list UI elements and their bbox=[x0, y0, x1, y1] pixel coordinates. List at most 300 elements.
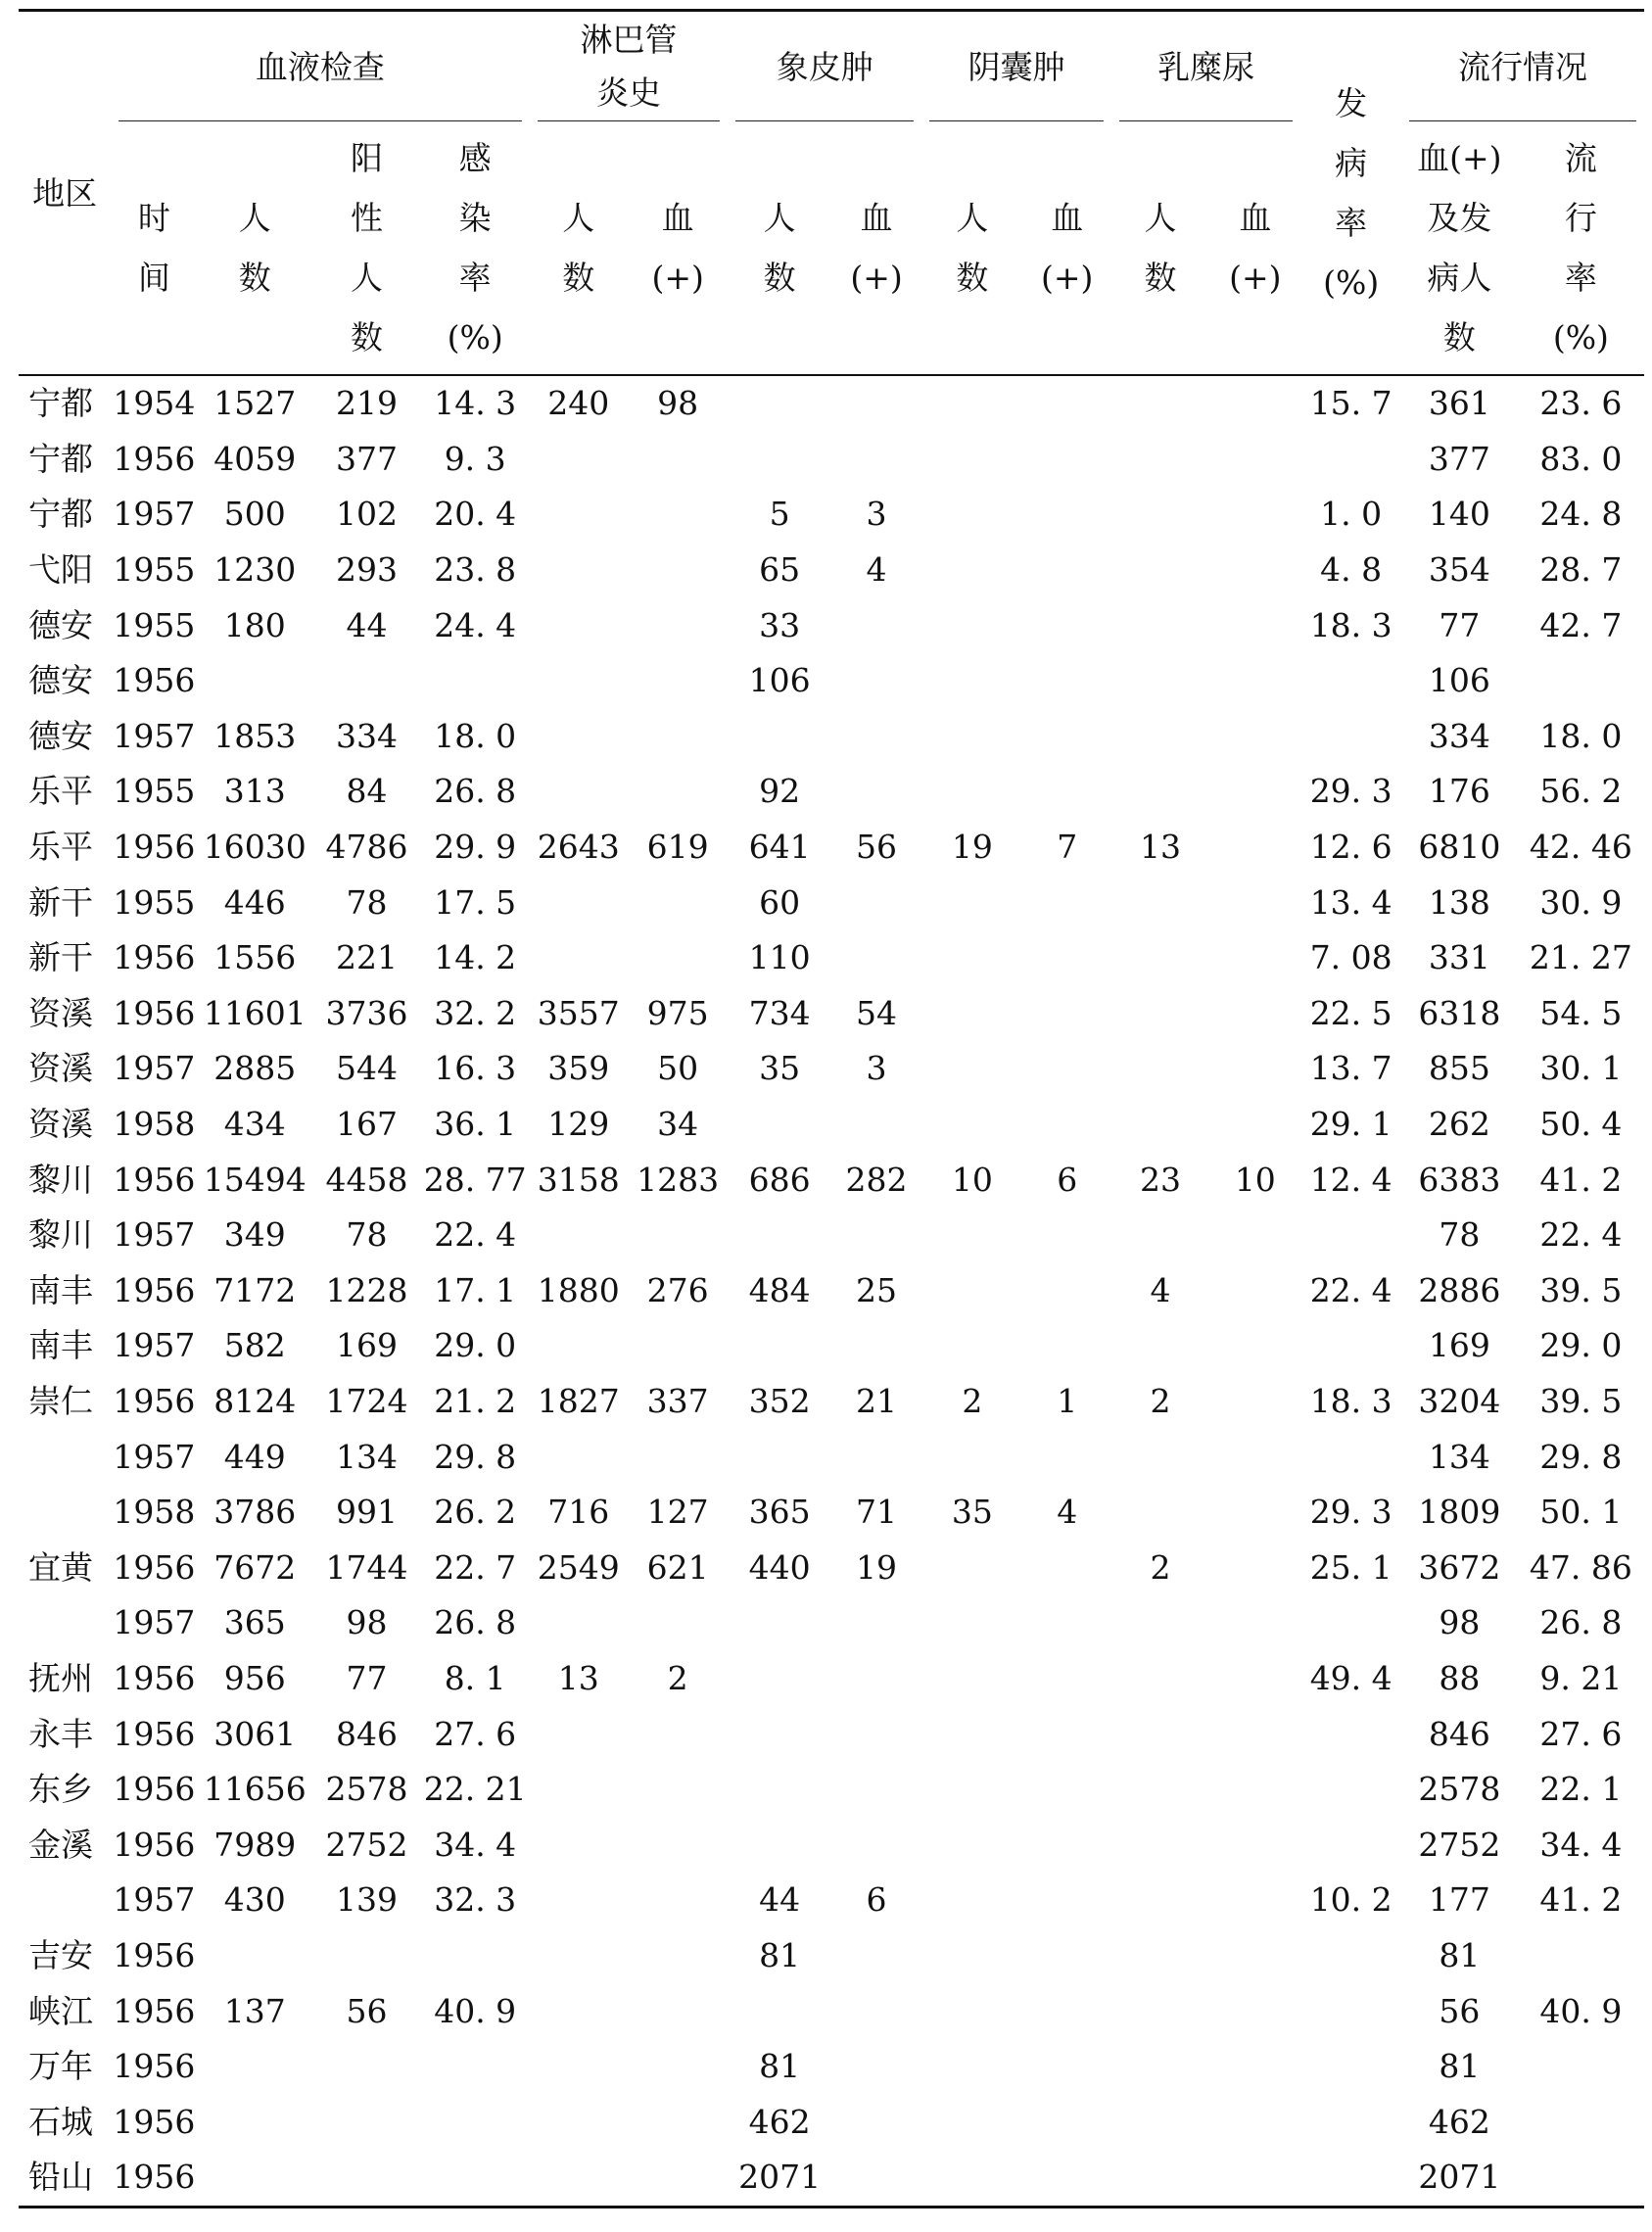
cell-positive: 134 bbox=[336, 1437, 399, 1476]
cell-persons: 137 bbox=[223, 1991, 286, 2030]
cell-lym-count: 13 bbox=[557, 1658, 599, 1697]
cell-scr-blood: 4 bbox=[1057, 1493, 1078, 1532]
cell-chy-count bbox=[1111, 543, 1209, 598]
cell-year: 1957 bbox=[113, 1437, 196, 1476]
cell-cases: 262 bbox=[1428, 1105, 1490, 1144]
cell-prevalence-rate: 54. 5 bbox=[1539, 993, 1623, 1032]
cell-persons bbox=[197, 2039, 312, 2095]
cell-prevalence-rate: 28. 7 bbox=[1539, 550, 1623, 590]
cell-cases: 78 bbox=[1439, 1215, 1481, 1255]
cell-ele-count bbox=[728, 432, 831, 488]
cell-scr-blood bbox=[1023, 1983, 1111, 2039]
cell-persons: 430 bbox=[223, 1880, 286, 1920]
cell-lym-count: 2643 bbox=[537, 828, 620, 867]
table-row bbox=[19, 653, 1644, 709]
cell-chy-blood bbox=[1209, 875, 1300, 930]
cell-prevalence-rate: 26. 8 bbox=[1539, 1603, 1623, 1642]
cell-lym-count bbox=[530, 1208, 628, 1263]
cell-region: 峡江 bbox=[28, 1991, 93, 2030]
cell-ele-count: 33 bbox=[759, 605, 801, 644]
cell-chy-count bbox=[1111, 1429, 1209, 1485]
cell-ele-count: 81 bbox=[759, 1935, 801, 1974]
cell-region: 南丰 bbox=[28, 1270, 93, 1309]
cell-scr-count bbox=[921, 375, 1022, 432]
cell-positive: 846 bbox=[336, 1714, 399, 1753]
cell-cases: 88 bbox=[1439, 1658, 1481, 1697]
cell-region bbox=[19, 1429, 111, 1485]
cell-year: 1956 bbox=[113, 1825, 196, 1864]
cell-ele-count bbox=[728, 1762, 831, 1818]
cell-scr-count: 2 bbox=[962, 1381, 983, 1420]
cell-infection-rate: 26. 8 bbox=[434, 1603, 517, 1642]
cell-infection-rate bbox=[421, 653, 530, 709]
cell-persons: 349 bbox=[223, 1215, 286, 1255]
cell-scr-blood bbox=[1023, 1595, 1111, 1651]
cell-scr-blood bbox=[1023, 2039, 1111, 2095]
cell-year: 1956 bbox=[111, 2150, 197, 2207]
cell-cases: 462 bbox=[1428, 2102, 1490, 2141]
table-row bbox=[19, 1097, 1644, 1153]
cell-lym-count bbox=[530, 1706, 628, 1762]
cell-ele-count: 2071 bbox=[728, 2150, 831, 2207]
cell-scr-count bbox=[921, 1318, 1022, 1374]
cell-prevalence-rate: 39. 5 bbox=[1539, 1270, 1623, 1309]
header-chyluria: 乳糜尿 bbox=[1111, 11, 1301, 122]
cell-chy-blood bbox=[1209, 1651, 1300, 1707]
cell-lym-blood bbox=[628, 1318, 728, 1374]
cell-lym-count: 716 bbox=[547, 1493, 610, 1532]
cell-scr-count bbox=[921, 2150, 1022, 2207]
cell-prevalence-rate: 40. 9 bbox=[1539, 1991, 1623, 2030]
cell-scr-count bbox=[921, 1595, 1022, 1651]
cell-prevalence-rate: 21. 27 bbox=[1529, 938, 1632, 977]
cell-incidence: 15. 7 bbox=[1309, 384, 1392, 423]
cell-scr-count bbox=[921, 1429, 1022, 1485]
cell-chy-count bbox=[1111, 1208, 1209, 1263]
cell-lym-blood: 50 bbox=[657, 1049, 699, 1088]
cell-incidence: 29. 1 bbox=[1309, 1105, 1392, 1144]
cell-chy-blood bbox=[1209, 709, 1300, 765]
cell-chy-blood bbox=[1209, 432, 1300, 488]
cell-positive: 293 bbox=[336, 550, 399, 590]
cell-chy-blood bbox=[1209, 375, 1300, 432]
cell-scr-blood bbox=[1023, 432, 1111, 488]
cell-ele-blood: 54 bbox=[856, 993, 898, 1032]
header-incidence-text: 发 病 率 (%) bbox=[1323, 84, 1380, 302]
cell-chy-count bbox=[1111, 1762, 1209, 1818]
cell-incidence: 18. 3 bbox=[1309, 1381, 1392, 1420]
cell-region: 石城 bbox=[28, 2102, 93, 2141]
cell-ele-count: 734 bbox=[748, 993, 811, 1032]
cell-persons bbox=[197, 2150, 312, 2207]
cell-chy-blood bbox=[1209, 1928, 1300, 1984]
cell-ele-blood bbox=[831, 930, 921, 986]
cell-chy-blood bbox=[1209, 2094, 1300, 2150]
cell-incidence: 13. 7 bbox=[1309, 1049, 1392, 1088]
cell-ele-blood bbox=[831, 1651, 921, 1707]
cell-infection-rate: 9. 3 bbox=[444, 439, 506, 478]
cell-lym-blood: 975 bbox=[646, 993, 709, 1032]
cell-year: 1954 bbox=[113, 384, 196, 423]
cell-ele-blood bbox=[831, 875, 921, 930]
cell-incidence: 22. 4 bbox=[1309, 1270, 1392, 1309]
cell-chy-count bbox=[1111, 875, 1209, 930]
cell-ele-count bbox=[728, 1983, 831, 2039]
cell-scr-count bbox=[921, 1762, 1022, 1818]
cell-cases: 846 bbox=[1428, 1714, 1490, 1753]
cell-positive: 991 bbox=[336, 1493, 399, 1532]
cell-scr-blood bbox=[1023, 487, 1111, 543]
cell-infection-rate: 14. 2 bbox=[434, 938, 517, 977]
table-row bbox=[19, 1873, 1644, 1928]
cell-scr-blood bbox=[1023, 1429, 1111, 1485]
cell-lym-count bbox=[530, 2039, 628, 2095]
cell-prevalence-rate: 22. 4 bbox=[1539, 1215, 1623, 1255]
cell-prevalence-rate bbox=[1518, 2094, 1644, 2150]
header-ele-blood bbox=[831, 121, 921, 375]
cell-infection-rate bbox=[421, 2150, 530, 2207]
cell-positive: 2752 bbox=[325, 1825, 408, 1864]
cell-year: 1955 bbox=[113, 550, 196, 590]
cell-year: 1956 bbox=[113, 1991, 196, 2030]
cell-scr-blood: 6 bbox=[1057, 1160, 1078, 1199]
cell-infection-rate: 40. 9 bbox=[434, 1991, 517, 2030]
cell-ele-blood bbox=[831, 1762, 921, 1818]
header-time bbox=[111, 121, 197, 375]
cell-lym-blood bbox=[628, 487, 728, 543]
cell-lym-count bbox=[530, 930, 628, 986]
cell-cases: 2578 bbox=[1418, 1770, 1501, 1809]
cell-lym-count bbox=[530, 764, 628, 820]
table-row bbox=[19, 375, 1644, 432]
cell-ele-blood: 4 bbox=[866, 550, 887, 590]
cell-chy-blood bbox=[1209, 986, 1300, 1042]
cell-chy-count bbox=[1111, 432, 1209, 488]
cell-chy-count bbox=[1111, 709, 1209, 765]
cell-positive: 78 bbox=[346, 882, 388, 922]
cell-region: 新干 bbox=[28, 938, 93, 977]
cell-persons: 180 bbox=[223, 605, 286, 644]
cell-incidence: 25. 1 bbox=[1309, 1547, 1392, 1587]
cell-infection-rate: 34. 4 bbox=[434, 1825, 517, 1864]
cell-ele-count bbox=[728, 709, 831, 765]
cell-positive: 84 bbox=[346, 772, 388, 811]
cell-positive: 44 bbox=[346, 605, 388, 644]
cell-chy-count bbox=[1111, 2039, 1209, 2095]
cell-chy-count bbox=[1111, 1983, 1209, 2039]
cell-prevalence-rate: 41. 2 bbox=[1539, 1880, 1623, 1920]
cell-lym-blood bbox=[628, 597, 728, 653]
cell-ele-blood bbox=[831, 597, 921, 653]
cell-chy-count bbox=[1111, 1873, 1209, 1928]
cell-ele-blood: 71 bbox=[856, 1493, 898, 1532]
cell-incidence bbox=[1300, 1318, 1400, 1374]
cell-infection-rate: 21. 2 bbox=[434, 1381, 517, 1420]
cell-region: 金溪 bbox=[28, 1825, 93, 1864]
table-row bbox=[19, 1595, 1644, 1651]
cell-scr-blood bbox=[1023, 1928, 1111, 1984]
cell-year: 1955 bbox=[113, 605, 196, 644]
cell-persons: 7672 bbox=[213, 1547, 297, 1587]
header-scr-blood-text: 血 (+) bbox=[1041, 199, 1094, 297]
cell-lym-count bbox=[530, 543, 628, 598]
cell-persons: 3786 bbox=[213, 1493, 297, 1532]
cell-scr-blood bbox=[1023, 1762, 1111, 1818]
header-blood-test: 血液检查 bbox=[111, 11, 529, 122]
cell-chy-blood bbox=[1209, 1873, 1300, 1928]
cell-ele-blood bbox=[831, 1429, 921, 1485]
cell-positive: 377 bbox=[336, 439, 399, 478]
cell-infection-rate: 14. 3 bbox=[434, 384, 517, 423]
header-ele-blood-text: 血 (+) bbox=[850, 199, 903, 297]
cell-persons: 7172 bbox=[213, 1270, 297, 1309]
cell-scr-blood bbox=[1023, 543, 1111, 598]
cell-scr-count bbox=[921, 487, 1022, 543]
cell-cases: 134 bbox=[1428, 1437, 1490, 1476]
cell-year: 1957 bbox=[113, 1326, 196, 1365]
cell-prevalence-rate: 34. 4 bbox=[1539, 1825, 1623, 1864]
cell-positive: 56 bbox=[346, 1991, 388, 2030]
table-row bbox=[19, 1706, 1644, 1762]
header-elephantiasis: 象皮肿 bbox=[728, 11, 921, 122]
header-persons bbox=[197, 121, 312, 375]
cell-ele-count: 352 bbox=[748, 1381, 811, 1420]
cell-ele-blood: 56 bbox=[856, 828, 898, 867]
cell-chy-count bbox=[1111, 1041, 1209, 1097]
cell-prevalence-rate: 50. 4 bbox=[1539, 1105, 1623, 1144]
cell-region: 乐平 bbox=[28, 772, 93, 811]
cell-incidence bbox=[1300, 2094, 1400, 2150]
cell-ele-count: 365 bbox=[748, 1493, 811, 1532]
cell-chy-count bbox=[1111, 375, 1209, 432]
cell-region bbox=[19, 1595, 111, 1651]
cell-ele-blood: 282 bbox=[845, 1160, 908, 1199]
cell-cases: 176 bbox=[1428, 772, 1490, 811]
cell-cases: 354 bbox=[1428, 550, 1490, 590]
header-persons-text: 人 数 bbox=[238, 199, 271, 297]
cell-scr-count bbox=[921, 1540, 1022, 1595]
cell-region: 吉安 bbox=[28, 1935, 93, 1974]
cell-chy-count bbox=[1111, 2094, 1209, 2150]
cell-ele-count: 686 bbox=[748, 1160, 811, 1199]
cell-ele-count bbox=[728, 1651, 831, 1707]
cell-infection-rate: 22. 4 bbox=[434, 1215, 517, 1255]
cell-year: 1957 bbox=[113, 1049, 196, 1088]
cell-lym-blood bbox=[628, 543, 728, 598]
cell-incidence: 12. 4 bbox=[1309, 1160, 1392, 1199]
cell-region: 崇仁 bbox=[28, 1381, 93, 1420]
cell-region: 宁都 bbox=[28, 439, 93, 478]
cell-positive bbox=[312, 2150, 421, 2207]
cell-lym-blood bbox=[628, 2150, 728, 2207]
table-row bbox=[19, 820, 1644, 876]
cell-lym-blood bbox=[628, 1762, 728, 1818]
cell-lym-count bbox=[530, 875, 628, 930]
header-chy-blood bbox=[1209, 121, 1300, 375]
cell-lym-blood bbox=[628, 1873, 728, 1928]
cell-incidence bbox=[1300, 1817, 1400, 1873]
cell-scr-blood bbox=[1023, 1041, 1111, 1097]
cell-lym-count: 1827 bbox=[537, 1381, 620, 1420]
cell-lym-blood bbox=[628, 1595, 728, 1651]
cell-year: 1957 bbox=[113, 1603, 196, 1642]
header-lym-blood bbox=[628, 121, 728, 375]
cell-lym-blood bbox=[628, 709, 728, 765]
cell-year: 1958 bbox=[113, 1493, 196, 1532]
cell-persons: 2885 bbox=[213, 1049, 297, 1088]
cell-ele-count: 81 bbox=[759, 2047, 801, 2086]
cell-chy-count: 13 bbox=[1140, 828, 1181, 867]
cell-year: 1956 bbox=[113, 828, 196, 867]
table-header bbox=[19, 11, 1644, 376]
header-infection-rate bbox=[421, 121, 530, 375]
header-prevalence: 流行情况 bbox=[1401, 11, 1644, 122]
cell-persons: 1230 bbox=[213, 550, 297, 590]
header-time-text: 时 间 bbox=[137, 199, 170, 297]
header-lymphangitis-text: 淋巴管 炎史 bbox=[580, 21, 678, 112]
cell-scr-count bbox=[921, 986, 1022, 1042]
cell-chy-count bbox=[1111, 1817, 1209, 1873]
cell-infection-rate: 23. 8 bbox=[434, 550, 517, 590]
cell-cases: 138 bbox=[1428, 882, 1490, 922]
table-row bbox=[19, 1041, 1644, 1097]
cell-chy-blood bbox=[1209, 1097, 1300, 1153]
cell-region: 黎川 bbox=[28, 1160, 93, 1199]
header-chy-count bbox=[1111, 121, 1209, 375]
cell-prevalence-rate: 30. 9 bbox=[1539, 882, 1623, 922]
table-row bbox=[19, 1983, 1644, 2039]
cell-chy-blood bbox=[1209, 1817, 1300, 1873]
header-prevalence-rate bbox=[1518, 121, 1644, 375]
cell-lym-blood bbox=[628, 2094, 728, 2150]
table-row bbox=[19, 1318, 1644, 1374]
cell-prevalence-rate: 56. 2 bbox=[1539, 772, 1623, 811]
cell-persons: 11601 bbox=[203, 993, 307, 1032]
cell-positive bbox=[312, 1928, 421, 1984]
cell-chy-count bbox=[1111, 597, 1209, 653]
cell-chy-count bbox=[1111, 1651, 1209, 1707]
cell-ele-count bbox=[728, 375, 831, 432]
cell-persons: 15494 bbox=[203, 1160, 307, 1199]
cell-cases: 6318 bbox=[1418, 993, 1501, 1032]
cell-region: 弋阳 bbox=[28, 550, 93, 590]
cell-positive: 4786 bbox=[325, 828, 408, 867]
cell-infection-rate: 27. 6 bbox=[434, 1714, 517, 1753]
cell-incidence bbox=[1300, 1595, 1400, 1651]
cell-lym-count bbox=[530, 709, 628, 765]
cell-cases: 3204 bbox=[1418, 1381, 1501, 1420]
cell-positive: 102 bbox=[336, 495, 399, 534]
header-positive-text: 阳 性 人 数 bbox=[351, 139, 384, 356]
cell-incidence: 12. 6 bbox=[1309, 828, 1392, 867]
cell-lym-count bbox=[530, 1928, 628, 1984]
cell-cases: 2752 bbox=[1418, 1825, 1501, 1864]
cell-ele-blood bbox=[831, 1318, 921, 1374]
cell-ele-blood bbox=[831, 1097, 921, 1153]
cell-year: 1956 bbox=[113, 1381, 196, 1420]
cell-persons: 1556 bbox=[213, 938, 297, 977]
cell-ele-count bbox=[728, 1208, 831, 1263]
cell-ele-blood bbox=[831, 1983, 921, 2039]
cell-year: 1956 bbox=[113, 1160, 196, 1199]
cell-scr-count bbox=[921, 543, 1022, 598]
cell-infection-rate: 28. 77 bbox=[423, 1160, 527, 1199]
cell-chy-blood bbox=[1209, 653, 1300, 709]
cell-cases: 56 bbox=[1439, 1991, 1481, 2030]
cell-scr-blood bbox=[1023, 709, 1111, 765]
cell-ele-count: 60 bbox=[759, 882, 801, 922]
cell-region: 永丰 bbox=[28, 1714, 93, 1753]
cell-ele-count: 110 bbox=[748, 938, 811, 977]
table-row bbox=[19, 1540, 1644, 1595]
cell-scr-blood: 1 bbox=[1057, 1381, 1078, 1420]
cell-infection-rate: 36. 1 bbox=[434, 1105, 517, 1144]
cell-incidence: 13. 4 bbox=[1309, 882, 1392, 922]
cell-cases: 140 bbox=[1428, 495, 1490, 534]
cell-cases: 169 bbox=[1428, 1326, 1490, 1365]
cell-ele-count: 440 bbox=[748, 1547, 811, 1587]
cell-infection-rate: 29. 0 bbox=[434, 1326, 517, 1365]
cell-cases: 2886 bbox=[1418, 1270, 1501, 1309]
cell-chy-count: 23 bbox=[1140, 1160, 1181, 1199]
cell-lym-blood bbox=[628, 653, 728, 709]
header-blood-pos-cases bbox=[1401, 121, 1518, 375]
cell-persons: 7989 bbox=[213, 1825, 297, 1864]
cell-chy-blood bbox=[1209, 1041, 1300, 1097]
header-prevalence-rate-text: 流 行 率 (%) bbox=[1552, 139, 1609, 356]
cell-region: 德安 bbox=[28, 661, 93, 700]
cell-lym-count bbox=[530, 1983, 628, 2039]
cell-persons: 8124 bbox=[213, 1381, 297, 1420]
cell-chy-blood bbox=[1209, 487, 1300, 543]
cell-chy-count bbox=[1111, 2150, 1209, 2207]
cell-lym-blood bbox=[628, 2039, 728, 2095]
cell-ele-blood bbox=[831, 1817, 921, 1873]
cell-scr-count bbox=[921, 1817, 1022, 1873]
cell-ele-count bbox=[728, 1097, 831, 1153]
cell-positive: 139 bbox=[336, 1880, 399, 1920]
cell-chy-blood bbox=[1209, 820, 1300, 876]
cell-region: 资溪 bbox=[28, 1105, 93, 1144]
cell-ele-blood bbox=[831, 1208, 921, 1263]
cell-cases: 81 bbox=[1439, 1935, 1481, 1974]
cell-scr-count: 10 bbox=[951, 1160, 993, 1199]
cell-region: 万年 bbox=[28, 2047, 93, 2086]
cell-scr-blood bbox=[1023, 1263, 1111, 1319]
cell-prevalence-rate bbox=[1518, 2150, 1644, 2207]
cell-chy-count bbox=[1111, 653, 1209, 709]
cell-infection-rate: 20. 4 bbox=[434, 495, 517, 534]
cell-incidence bbox=[1300, 1706, 1400, 1762]
cell-lym-count bbox=[530, 1318, 628, 1374]
cell-cases: 334 bbox=[1428, 716, 1490, 755]
cell-chy-count bbox=[1111, 764, 1209, 820]
cell-prevalence-rate bbox=[1518, 653, 1644, 709]
cell-infection-rate bbox=[421, 1928, 530, 1984]
cell-ele-blood bbox=[831, 653, 921, 709]
cell-lym-blood bbox=[628, 1817, 728, 1873]
table-row bbox=[19, 1651, 1644, 1707]
header-ele-count-text: 人 数 bbox=[763, 199, 796, 297]
cell-ele-count: 5 bbox=[769, 495, 790, 534]
cell-lym-blood: 2 bbox=[667, 1658, 688, 1697]
table-row bbox=[19, 875, 1644, 930]
cell-region: 资溪 bbox=[28, 993, 93, 1032]
cell-scr-count bbox=[921, 709, 1022, 765]
cell-lym-count bbox=[530, 487, 628, 543]
cell-lym-blood bbox=[628, 930, 728, 986]
table-row bbox=[19, 709, 1644, 765]
